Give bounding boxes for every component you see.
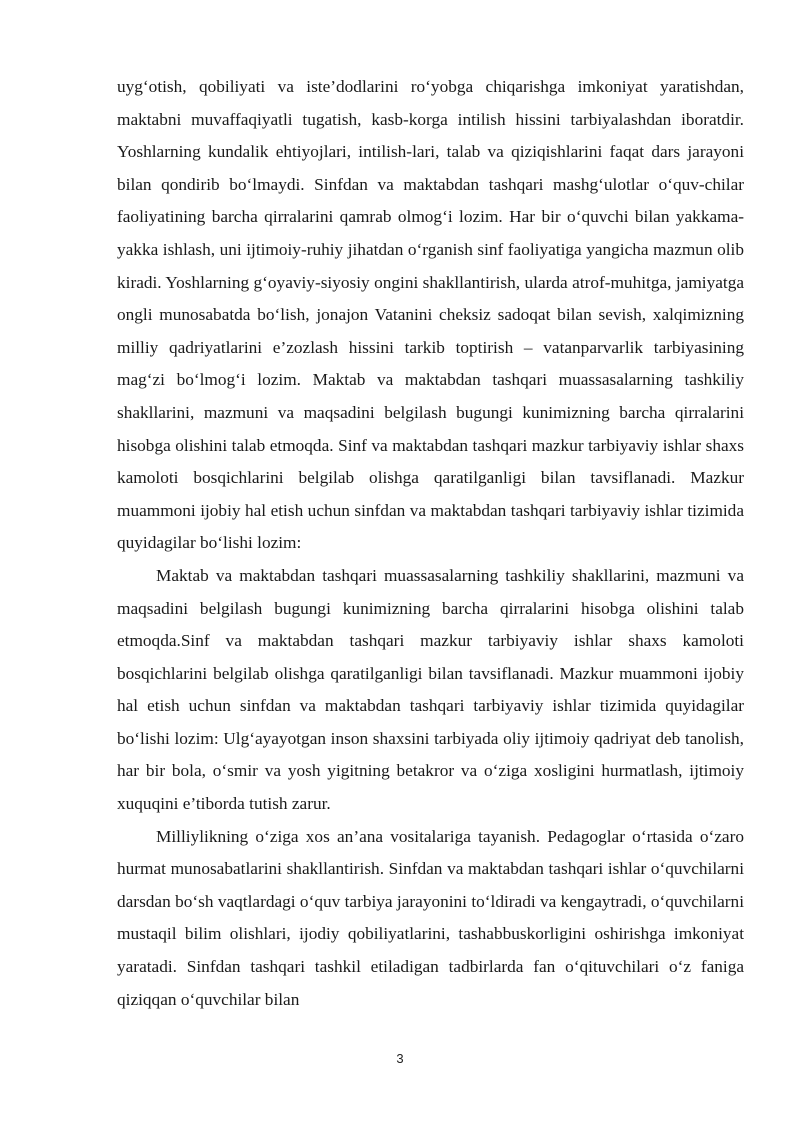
paragraph-2: Maktab va maktabdan tashqari muassasalarning tashkiliy shakllarini, mazmuni va maqsadini belgilash bugungi kunimizning barcha qirralarini hisobga olishini talab etmoqda.Sinf va maktabdan tashqari mazkur tarbiyaviy ishlar shaxs kamoloti bosqichlarini belgilab olishga qaratilganligi bilan tavsiflanadi. Mazkur muammoni ijobiy hal etish uchun sinfdan va maktabdan tashqari tarbiyaviy ishlar tizimida quyidagilar bo‘lishi lozim: Ulg‘ayayotgan inson shaxsini tarbiyada oliy ijtimoiy qadriyat deb tanolish, har bir bola, o‘smir va yosh yigitning betakror va o‘ziga xosligini hurmatlash, ijtimoiy xuquqini e’tiborda tutish zarur. [117, 565, 744, 814]
page-number: 3 [396, 1051, 404, 1066]
paragraph-1: uyg‘otish, qobiliyati va iste’dodlarini ro‘yobga chiqarishga imkoniyat yaratishdan, maktabni muvaffaqiyatli tugatish, kasb-korga intilish hissini tarbiyalashdan iboratdir. Yoshlarning kundalik ehtiyojlari, intilish-lari, talab va qiziqishlarini faqat dars jarayoni bilan qondirib bo‘lmaydi. Sinfdan va maktabdan tashqari mashg‘ulotlar o‘quv-chilar faoliyatining barcha qirralarini qamrab olmog‘i lozim. Har bir o‘quvchi bilan yakkama-yakka ishlash, uni ijtimoiy-ruhiy jihatdan o‘rganish sinf faoliyatiga yangicha mazmun olib kiradi. Yoshlarning g‘oyaviy-siyosiy ongini shakllantirish, ularda atrof-muhitga, jamiyatga ongli munosabatda bo‘lish, jonajon Vatanini cheksiz sadoqat bilan sevish, xalqimizning milliy qadriyatlarini e’zozlash hissini tarkib toptirish – vatanparvarlik tarbiyasining mag‘zi bo‘lmog‘i lozim. Maktab va maktabdan tashqari muassasalarning tashkiliy shakllarini, mazmuni va maqsadini belgilash bugungi kunimizning barcha qirralarini hisobga olishini talab etmoqda. Sinf va maktabdan tashqari mazkur tarbiyaviy ishlar shaxs kamoloti bosqichlarini belgilab olishga qaratilganligi bilan tavsiflanadi. Mazkur muammoni ijobiy hal etish uchun sinfdan va maktabdan tashqari tarbiyaviy ishlar tizimida quyidagilar bo‘lishi lozim: [117, 77, 744, 553]
body-text [117, 71, 744, 1016]
paragraph-3: Milliylikning o‘ziga xos an’ana vositalariga tayanish. Pedagoglar o‘rtasida o‘zaro hurmat munosabatlarini shakllantirish. Sinfdan va maktabdan tashqari ishlar o‘quvchilarni darsdan bo‘sh vaqtlardagi o‘quv tarbiya jarayonini to‘ldiradi va kengaytradi, o‘quvchilarni mustaqil bilim olishlari, ijodiy qobiliyatlarini, tashabbuskorligini oshirishga imkoniyat yaratadi. Sinfdan tashqari tashkil etiladigan tadbirlarda fan o‘qituvchilari o‘z faniga qiziqqan o‘quvchilar bilan [117, 826, 744, 1009]
